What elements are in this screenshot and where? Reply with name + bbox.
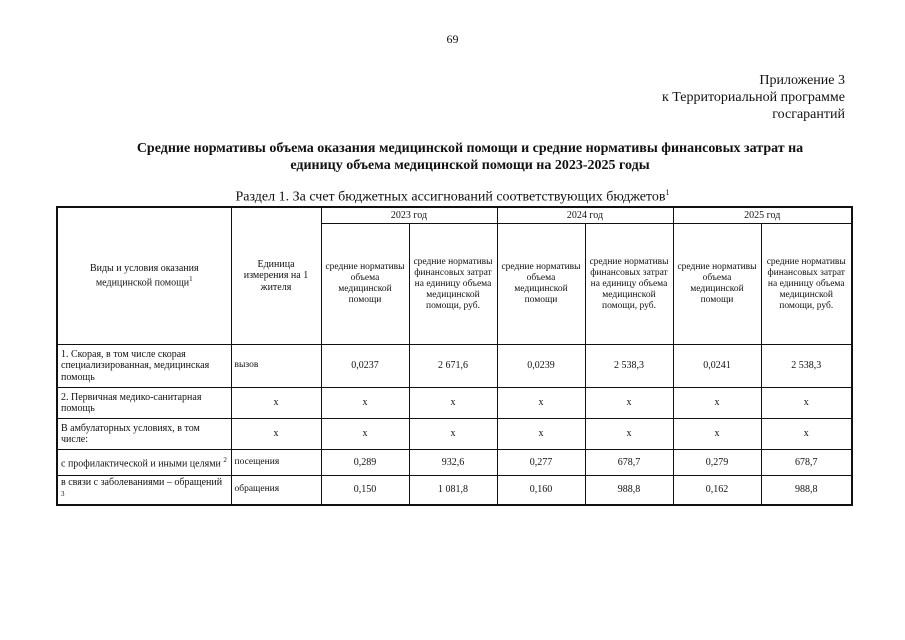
header-year-2023: 2023 год bbox=[321, 207, 497, 224]
row-kind bbox=[57, 476, 231, 506]
row-kind bbox=[57, 388, 231, 419]
document-title-line-2: единицу объема медицинской помощи на 2023-2025 годы bbox=[290, 158, 650, 173]
row-unit: обращения bbox=[231, 476, 321, 506]
appendix-line-1: Приложение 3 bbox=[759, 73, 845, 88]
row-kind bbox=[57, 450, 231, 476]
row-kind-text: В амбулаторных условиях, в том числе: bbox=[61, 422, 200, 445]
appendix-line-3: госгарантий bbox=[772, 107, 845, 122]
section-title bbox=[0, 188, 905, 206]
row-value: 0,0241 bbox=[673, 345, 761, 388]
table-row bbox=[57, 476, 852, 506]
row-value: х bbox=[761, 419, 852, 450]
row-value: х bbox=[409, 388, 497, 419]
header-cost-2024: средние нормативы финансовых затрат на единицу объема медицинской помощи, руб. bbox=[585, 224, 673, 345]
row-value: 0,277 bbox=[497, 450, 585, 476]
header-volume-2023: средние нормативы объема медицинской помощи bbox=[321, 224, 409, 345]
row-unit: посещения bbox=[231, 450, 321, 476]
page-number: 69 bbox=[446, 32, 459, 46]
row-value: х bbox=[409, 419, 497, 450]
header-volume-2024: средние нормативы объема медицинской помощи bbox=[497, 224, 585, 345]
row-unit: х bbox=[231, 388, 321, 419]
row-value: 2 671,6 bbox=[409, 345, 497, 388]
row-value: х bbox=[761, 388, 852, 419]
header-cost-2025: средние нормативы финансовых затрат на единицу объема медицинской помощи, руб. bbox=[761, 224, 852, 345]
row-value: 2 538,3 bbox=[761, 345, 852, 388]
row-kind bbox=[57, 419, 231, 450]
header-unit-cell: Единица измерения на 1 жителя bbox=[231, 207, 321, 345]
row-value: 988,8 bbox=[585, 476, 673, 506]
row-kind-text: 1. Скорая, в том числе скорая специализированная, медицинская помощь bbox=[61, 348, 210, 383]
row-kind-text: 2. Первичная медико-санитарная помощь bbox=[61, 391, 202, 414]
row-value: 0,0237 bbox=[321, 345, 409, 388]
row-value: х bbox=[585, 388, 673, 419]
header-volume-2025: средние нормативы объема медицинской помощи bbox=[673, 224, 761, 345]
appendix-block bbox=[662, 72, 845, 123]
row-value: 678,7 bbox=[585, 450, 673, 476]
row-value: 0,279 bbox=[673, 450, 761, 476]
row-footnote-mark: 2 bbox=[223, 456, 227, 465]
row-value: х bbox=[673, 388, 761, 419]
row-value: 0,289 bbox=[321, 450, 409, 476]
row-value: х bbox=[321, 419, 409, 450]
document-title bbox=[80, 140, 860, 174]
header-year-2024: 2024 год bbox=[497, 207, 673, 224]
section-footnote-mark: 1 bbox=[665, 188, 670, 197]
header-kind-label: Виды и условия оказания медицинской помощи bbox=[89, 262, 199, 289]
row-value: 0,162 bbox=[673, 476, 761, 506]
document-title-line-1: Средние нормативы объема оказания медицинской помощи и средние нормативы финансовых затрат на bbox=[136, 141, 804, 156]
table-row bbox=[57, 450, 852, 476]
row-kind-text: в связи с заболеваниями – обращений bbox=[61, 477, 223, 488]
table-row bbox=[57, 388, 852, 419]
row-value: 988,8 bbox=[761, 476, 852, 506]
row-kind bbox=[57, 345, 231, 388]
row-value: 0,160 bbox=[497, 476, 585, 506]
row-value: х bbox=[497, 388, 585, 419]
row-unit: вызов bbox=[231, 345, 321, 388]
row-value: 0,150 bbox=[321, 476, 409, 506]
norms-table bbox=[56, 206, 853, 506]
row-value: х bbox=[321, 388, 409, 419]
table-row bbox=[57, 345, 852, 388]
row-value: х bbox=[585, 419, 673, 450]
appendix-line-2: к Территориальной программе bbox=[661, 90, 845, 105]
header-year-2025: 2025 год bbox=[673, 207, 852, 224]
table-row bbox=[57, 419, 852, 450]
row-value: 1 081,8 bbox=[409, 476, 497, 506]
header-kind-cell bbox=[57, 207, 231, 345]
header-cost-2023: средние нормативы финансовых затрат на единицу объема медицинской помощи, руб. bbox=[409, 224, 497, 345]
row-kind-text: с профилактической и иными целями bbox=[61, 458, 221, 470]
header-row-years bbox=[57, 207, 852, 224]
header-kind-footnote: 1 bbox=[189, 275, 193, 284]
row-value: 678,7 bbox=[761, 450, 852, 476]
row-value: 0,0239 bbox=[497, 345, 585, 388]
row-value: 2 538,3 bbox=[585, 345, 673, 388]
row-footnote-mark: 3 bbox=[61, 489, 65, 498]
row-value: х bbox=[673, 419, 761, 450]
row-value: 932,6 bbox=[409, 450, 497, 476]
row-value: х bbox=[497, 419, 585, 450]
row-unit: х bbox=[231, 419, 321, 450]
section-title-text: Раздел 1. За счет бюджетных ассигнований соответствующих бюджетов bbox=[235, 189, 666, 205]
